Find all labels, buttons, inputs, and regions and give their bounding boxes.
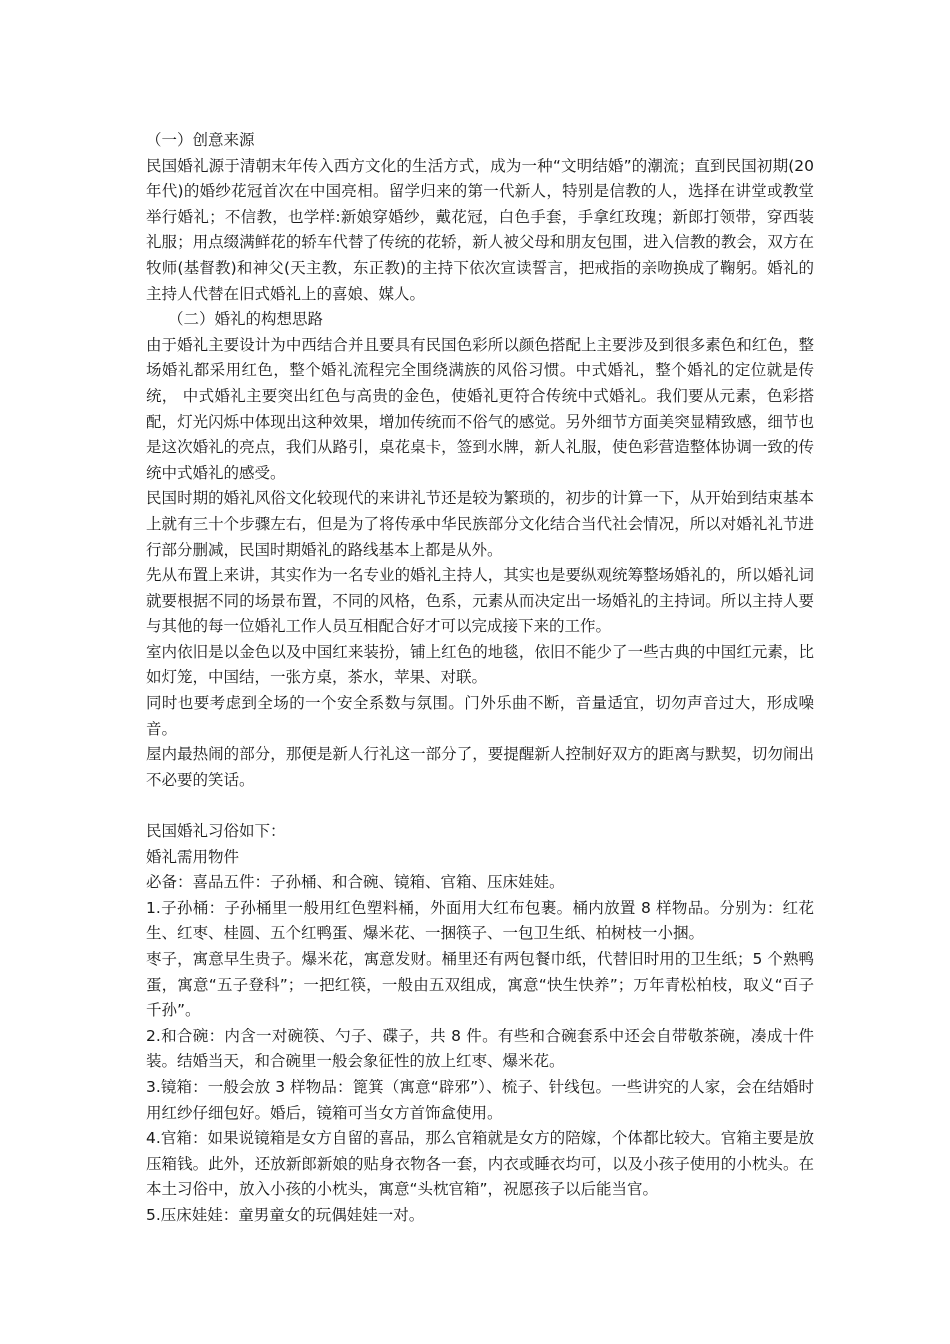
item-4: 4.官箱：如果说镜箱是女方自留的喜品，那么官箱就是女方的陪嫁，个体都比较大。官箱主要是放压箱钱。此外，还放新郎新娘的贴身衣物各一套，内衣或睡衣均可，以及小孩子使用的小枕头。在本土习俗中，放入小孩的小枕头，寓意“头枕官箱”，祝愿孩子以后能当官。: [146, 1129, 814, 1199]
section2-paragraph-3: 先从布置上来讲，其实作为一名专业的婚礼主持人，其实也是要纵观统筹整场婚礼的，所以婚礼词就要根据不同的场景布置，不同的风格，色系，元素从而决定出一场婚礼的主持词。所以主持人要与其他的每一位婚礼工作人员互相配合好才可以完成接下来的工作。: [146, 566, 814, 636]
blank-line: [146, 793, 814, 819]
item-1-detail: 枣子，寓意早生贵子。爆米花，寓意发财。桶里还有两包餐巾纸，代替旧时用的卫生纸；5 个熟鸭蛋，寓意“五子登科”；一把红筷，一般由五双组成，寓意“快生快养”；万年青松柏枝，取义“百子千孙”。: [146, 950, 814, 1020]
items-heading: 婚礼需用物件: [146, 847, 240, 866]
section1-heading: （一）创意来源: [146, 131, 255, 149]
must-have-line: 必备：喜品五件：子孙桶、和合碗、镜箱、官箱、压床娃娃。: [146, 873, 565, 892]
document-body: [146, 128, 814, 1229]
item-2: 2.和合碗：内含一对碗筷、勺子、碟子，共 8 件。有些和合碗套系中还会自带敬茶碗，凑成十件装。结婚当天，和合碗里一般会象征性的放上红枣、爆米花。: [146, 1026, 814, 1071]
section2-paragraph-1: 由于婚礼主要设计为中西结合并且要具有民国色彩所以颜色搭配上主要涉及到很多素色和红色，整场婚礼都采用红色，整个婚礼流程完全围绕满族的风俗习惯。中式婚礼，整个婚礼的定位就是传统， 中式婚礼主要突出红色与高贵的金色，使婚礼更符合传统中式婚礼。我们要从元素，色彩搭配，灯光闪烁中体现出这种效果，增加传统而不俗气的感觉。另外细节方面美突显精致感，细节也是这次婚礼的亮点，我们从路引，桌花桌卡，签到水牌，新人礼服，使色彩营造整体协调一致的传统中式婚礼的感受。: [146, 335, 814, 482]
section1-paragraph: 民国婚礼源于清朝末年传入西方文化的生活方式，成为一种“文明结婚”的潮流；直到民国初期(20年代)的婚纱花冠首次在中国亮相。留学归来的第一代新人，特别是信教的人，选择在讲堂或教堂举行婚礼；不信教，也学样:新娘穿婚纱，戴花冠，白色手套，手拿红玫瑰；新郎打领带，穿西装礼服；用点缀满鲜花的轿车代替了传统的花轿，新人被父母和朋友包围，进入信教的教会，双方在牧师(基督教)和神父(天主教，东正教)的主持下依次宣读誓言，把戒指的亲吻换成了鞠躬。婚礼的主持人代替在旧式婚礼上的喜娘、媒人。: [146, 156, 814, 303]
section2-paragraph-5: 同时也要考虑到全场的一个安全系数与氛围。门外乐曲不断，音量适宜，切勿声音过大，形成噪音。: [146, 694, 814, 738]
item-5: 5.压床娃娃：童男童女的玩偶娃娃一对。: [146, 1205, 425, 1224]
item-1: 1.子孙桶：子孙桶里一般用红色塑料桶，外面用大红布包裹。桶内放置 8 样物品。分别为：红花生、红枣、桂圆、五个红鸭蛋、爆米花、一捆筷子、一包卫生纸、柏树枝一小捆。: [146, 898, 814, 943]
section2-heading: （二）婚礼的构想思路: [168, 310, 324, 329]
item-3: 3.镜箱：一般会放 3 样物品：篦箕（寓意“辟邪”）、梳子、针线包。一些讲究的人家，会在结婚时用红纱仔细包好。婚后，镜箱可当女方首饰盒使用。: [146, 1077, 814, 1122]
section2-paragraph-2: 民国时期的婚礼风俗文化较现代的来讲礼节还是较为繁琐的，初步的计算一下，从开始到结束基本上就有三十个步骤左右，但是为了将传承中华民族部分文化结合当代社会情况，所以对婚礼礼节进行部分删减，民国时期婚礼的路线基本上都是从外。: [146, 489, 814, 559]
section2-paragraph-6: 屋内最热闹的部分，那便是新人行礼这一部分了，要提醒新人控制好双方的距离与默契，切勿闹出不必要的笑话。: [146, 745, 814, 789]
customs-heading: 民国婚礼习俗如下：: [146, 822, 286, 841]
section2-paragraph-4: 室内依旧是以金色以及中国红来装扮，铺上红色的地毯，依旧不能少了一些古典的中国红元素，比如灯笼，中国结，一张方桌，茶水，苹果、对联。: [146, 642, 814, 687]
